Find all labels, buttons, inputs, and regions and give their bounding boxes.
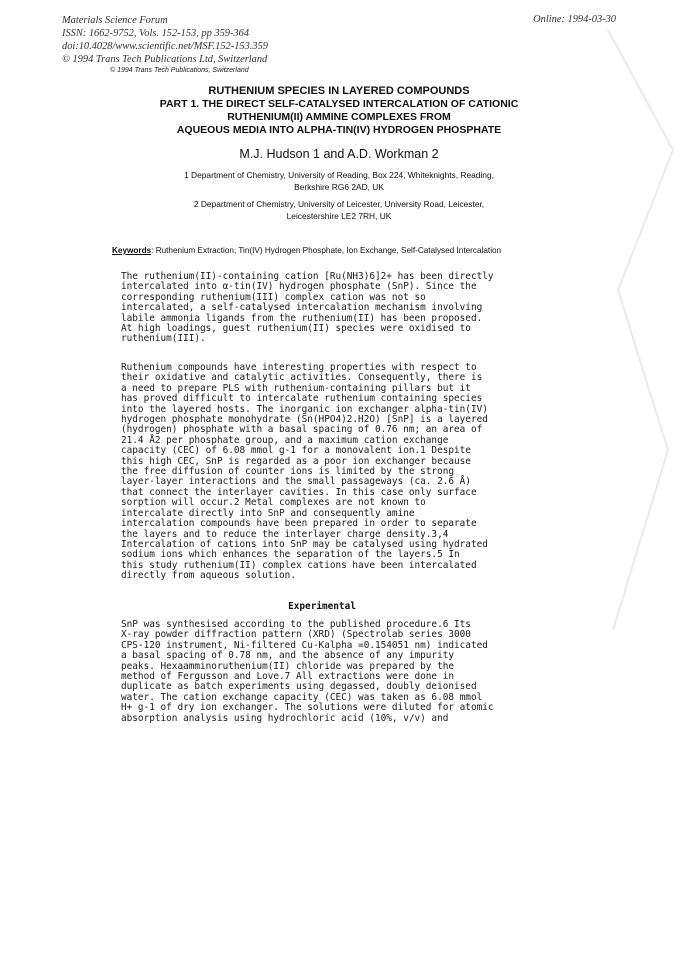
keywords-text: : Ruthenium Extraction, Tin(IV) Hydrogen Phosphate, Ion Exchange, Self-Catalysed Intercalation	[151, 246, 502, 255]
affiliation-2	[110, 199, 568, 222]
experimental-line: water. The cation exchange capacity (CEC) was taken as 6.08 mmol	[121, 691, 483, 703]
paper-title	[110, 85, 568, 137]
intro-line: has proved difficult to intercalate ruthenium containing species	[121, 393, 483, 405]
intro-line: this high CEC, SnP is regarded as a poor ion exchanger because	[121, 455, 471, 467]
abstract	[121, 272, 523, 345]
affiliation-1-line-2: Berkshire RG6 2AD, UK	[294, 181, 384, 192]
affiliation-1	[110, 170, 568, 193]
affiliation-1-line-1: 1 Department of Chemistry, University of Reading, Box 224, Whiteknights, Reading,	[184, 170, 494, 180]
intro-line: capacity (CEC) of 6.08 mmol g-1 for a monovalent ion.1 Despite	[121, 445, 471, 457]
experimental-text	[121, 620, 523, 724]
intro-line: (hydrogen) phosphate with a basal spacing of 0.76 nm; an area of	[121, 424, 483, 436]
intro-line: their oxidative and catalytic activities. Consequently, there is	[121, 372, 483, 384]
intro-line: that connect the interlayer cavities. In this case only surface	[121, 486, 477, 498]
intro-line: intercalate directly into SnP and consequently amine	[121, 507, 415, 519]
experimental-line: CPS-120 instrument, Ni-filtered Cu-Kalpha =0.154051 nm) indicated	[121, 639, 488, 651]
experimental-line: H+ g-1 of dry ion exchanger. The solutions were diluted for atomic	[121, 702, 494, 714]
title-line-2: PART 1. THE DIRECT SELF-CATALYSED INTERCALATION OF CATIONIC	[159, 98, 519, 110]
experimental-line: absorption analysis using hydrochloric acid (10%, v/v) and	[121, 712, 449, 724]
experimental-line: peaks. Hexaamminoruthenium(II) chloride was prepared by the	[121, 660, 455, 672]
keywords-label: Keywords	[112, 246, 152, 255]
intro-line: layer-layer interactions and the small passageways (ca. 2.6 Å)	[121, 476, 471, 488]
experimental-line: a basal spacing of 0.78 nm, and the absence of any impurity	[121, 650, 455, 662]
intro-line: Intercalation of cations into SnP may be catalysed using hydrated	[121, 538, 488, 550]
intro-line: this study ruthenium(II) complex cations have been intercalated	[121, 559, 477, 571]
abstract-line: At high loadings, guest ruthenium(II) species were oxidised to	[121, 323, 471, 335]
intro-line: directly from aqueous solution.	[121, 570, 296, 582]
intro-line: sorption will occur.2 Metal complexes are not known to	[121, 497, 426, 509]
abstract-line: labile ammonia ligands from the ruthenium(II) has been proposed.	[121, 312, 483, 324]
intro-line: a need to prepare PLS with ruthenium-containing pillars but it	[121, 382, 471, 394]
intro-line: intercalation compounds have been prepared in order to separate	[121, 518, 477, 530]
experimental-line: SnP was synthesised according to the published procedure.6 Its	[121, 619, 471, 630]
abstract-line: intercalated into α-tin(IV) hydrogen phosphate (SnP). Since the	[121, 281, 477, 293]
affiliation-2-line-1: 2 Department of Chemistry, University of Leicester, University Road, Leicester,	[193, 199, 485, 209]
intro-line: sodium ions which enhances the separation of the layers.5 In	[121, 549, 460, 561]
title-line-4: AQUEOUS MEDIA INTO ALPHA-TIN(IV) HYDROGEN PHOSPHATE	[176, 124, 502, 136]
abstract-line: intercalated, a self-catalysed intercalation mechanism involving	[121, 302, 483, 314]
title-line-1: RUTHENIUM SPECIES IN LAYERED COMPOUNDS	[208, 85, 470, 97]
intro-line: Ruthenium compounds have interesting properties with respect to	[121, 362, 477, 373]
journal-header	[62, 14, 268, 66]
keywords	[112, 246, 542, 256]
copyright-line: © 1994 Trans Tech Publications Ltd, Switzerland	[62, 54, 268, 65]
intro-line: the layers and to reduce the interlayer charge density.3,4	[121, 528, 449, 540]
intro-line: the free diffusion of counter ions is limited by the strong	[121, 466, 455, 478]
abstract-line: ruthenium(III).	[121, 333, 206, 345]
title-line-3: RUTHENIUM(II) AMMINE COMPLEXES FROM	[227, 111, 451, 123]
intro-line: into the layered hosts. The inorganic ion exchanger alpha-tin(IV)	[121, 403, 488, 415]
watermark-graphic	[598, 30, 678, 630]
online-date: Online: 1994-03-30	[533, 14, 616, 25]
doi-line: doi:10.4028/www.scientific.net/MSF.152-153.359	[62, 41, 268, 52]
abstract-line: The ruthenium(II)-containing cation [Ru(NH3)6]2+ has been directly	[121, 271, 494, 282]
page-copyright: © 1994 Trans Tech Publications, Switzerland	[110, 67, 249, 74]
abstract-line: corresponding ruthenium(III) complex cation was not so	[121, 291, 426, 303]
affiliation-2-line-2: Leicestershire LE2 7RH, UK	[286, 210, 392, 221]
journal-name: Materials Science Forum	[62, 15, 168, 26]
authors: M.J. Hudson 1 and A.D. Workman 2	[239, 147, 439, 161]
issn-line: ISSN: 1662-9752, Vols. 152-153, pp 359-364	[62, 28, 250, 39]
experimental-line: method of Fergusson and Love.7 All extractions were done in	[121, 671, 455, 683]
intro-line: hydrogen phosphate monohydrate (Sn(HPO4)2.H2O) [SnP] is a layered	[121, 414, 488, 426]
section-heading-experimental: Experimental	[288, 601, 356, 612]
intro-line: 21.4 Å2 per phosphate group, and a maximum cation exchange	[121, 434, 449, 446]
experimental-line: X-ray powder diffraction pattern (XRD) (Spectrolab series 3000	[121, 629, 471, 641]
experimental-line: duplicate as batch experiments using degassed, doubly deionised	[121, 681, 477, 693]
introduction	[121, 363, 523, 582]
